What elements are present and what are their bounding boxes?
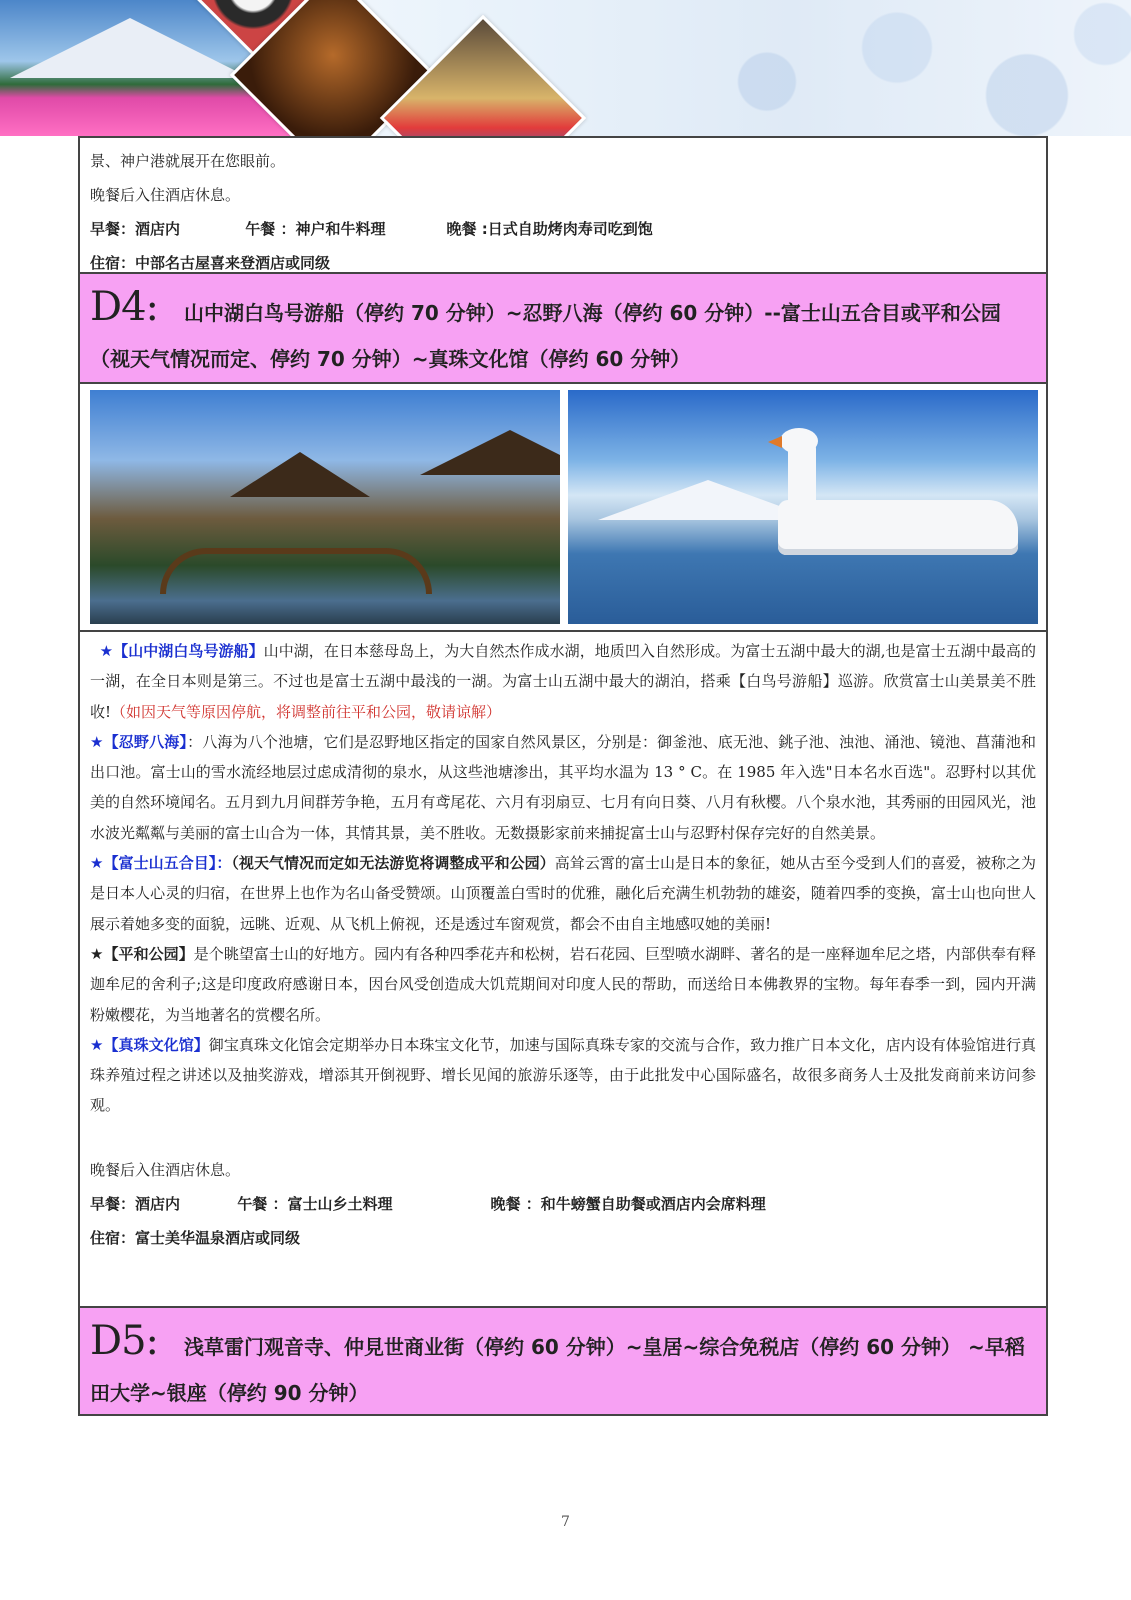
day3-text-line1: 景、神户港就展开在您眼前。: [90, 152, 286, 170]
oshino-village-photo: [90, 390, 560, 624]
attraction-text: 御宝真珠文化馆会定期举办日本珠宝文化节，加速与国际真珠专家的交流与合作，致力推广日本文化，店内设有体验馆进行真珠养殖过程之讲述以及抽奖游戏，增添其开倒视野、增长见闻的旅游乐逐等，由于此批发中心国际盛名，故很多商务人士及批发商前来访问参观。: [90, 1035, 1036, 1115]
day4-number: D4:: [90, 284, 158, 330]
wave-pattern-decoration: [611, 0, 1131, 136]
day3-dinner: 晚餐 :日式自助烤肉寿司吃到饱: [446, 220, 653, 238]
day5-title: 浅草雷门观音寺、仲見世商业街（停约 60 分钟）~皇居~综合免税店（停约 60 分钟） ~早稻田大学~银座（停约 90 分钟）: [90, 1335, 1025, 1405]
star-icon: ★: [99, 642, 114, 660]
attraction-peace-park: [90, 939, 1036, 1030]
day3-lodging: 住宿：中部名古屋喜来登酒店或同级: [90, 254, 331, 272]
day4-description: [80, 632, 1046, 1308]
attraction-name: 【平和公园】: [103, 944, 194, 963]
itinerary-table: [78, 136, 1048, 1416]
day3-text-line2: 晚餐后入住酒店休息。: [90, 186, 241, 204]
day5-header: [80, 1308, 1046, 1414]
star-icon: ★: [90, 854, 104, 873]
attraction-name: 【忍野八海】: [103, 732, 188, 751]
day3-breakfast: 早餐：酒店内: [90, 220, 181, 238]
day3-lunch: 午餐 ：神户和牛料理: [245, 220, 386, 238]
day4-rest: 晚餐后入住酒店休息。: [90, 1160, 241, 1179]
day4-photos: [80, 384, 1046, 632]
day4-summary: [80, 1147, 1046, 1255]
attraction-text: ：八海为八个池塘，它们是忍野地区指定的国家自然风景区，分别是：御釜池、底无池、銚子池、浊池、涌池、镜池、菖蒲池和出口池。富士山的雪水流经地层过虑成清彻的泉水，从这些池塘渗出，其平均水温为 13 ° C。在 1985 年入选"日本名水百选"。忍野村以其优美的自然环境闻名。五月到九月间群芳争艳，五月有鸢尾花、六月有羽扇豆、七月有向日葵、八月有秋樱。八个泉水池，其秀丽的田园风光，池水波光粼粼与美丽的富士山合为一体，其情其景，美不胜收。无数摄影家前来捕捉富士山与忍野村保存完好的自然美景。: [90, 732, 1036, 842]
attraction-text: 是个眺望富士山的好地方。园内有各种四季花卉和松树，岩石花园、巨型喷水湖畔、著名的是一座释迦牟尼之塔，内部供奉有释迦牟尼的舍利子;这是印度政府感谢日本，因台风受创造成大饥荒期间对印度人民的帮助，而送给日本佛教界的宝物。每年春季一到，园内开满粉嫩樱花，为当地著名的赏樱名所。: [90, 944, 1036, 1024]
day4-title: 山中湖白鸟号游船（停约 70 分钟）~忍野八海（停约 60 分钟）--富士山五合目或平和公园（视天气情况而定、停约 70 分钟）~真珠文化馆（停约 60 分钟）: [90, 301, 1001, 371]
attraction-yamanakako: [90, 636, 1036, 727]
attraction-name: 【富士山五合目】：: [103, 854, 232, 873]
day4-lodging: 住宿：富士美华温泉酒店或同级: [90, 1228, 301, 1247]
attraction-text: 高耸云霄的富士山是日本的象征，她从古至今受到人们的喜爱，被称之为是日本人心灵的归宿，在世界上也作为名山备受赞颂。山顶覆盖白雪时的优雅，融化后充满生机勃勃的雄姿，随着四季的变换，富士山也向世人展示着她多变的面貌，远眺、近观、从飞机上俯视，还是透过车窗观赏，都会不由自主地感叹她的美丽!: [90, 854, 1036, 933]
attraction-pearl-museum: [90, 1030, 1036, 1121]
star-icon: ★: [90, 944, 104, 963]
page-number: 7: [561, 1514, 570, 1530]
day4-lunch: 午餐 ：富士山乡土料理: [237, 1194, 393, 1213]
day4-dinner: 晚餐 ：和牛螃蟹自助餐或酒店内会席料理: [490, 1194, 766, 1213]
day4-breakfast: 早餐：酒店内: [90, 1194, 181, 1213]
weather-note: （如因天气等原因停航，将调整前往平和公园，敬请谅解）: [111, 702, 502, 721]
attraction-name: 【真珠文化馆】: [103, 1035, 209, 1054]
attraction-text: 山中湖，在日本慈母岛上，为大自然杰作成水湖，地质凹入自然形成。为富士五湖中最大的湖,也是富士五湖中最高的一湖，在全日本则是第三。不过也是富士五湖中最浅的一湖。为富士山五湖中最大的湖泊，搭乘【白鸟号游船】巡游。欣赏富士山美景美不胜收!: [90, 642, 1036, 721]
star-icon: ★: [90, 732, 104, 751]
attraction-note: （视天气情况而定如无法游览将调整成平和公园）: [231, 854, 555, 873]
attraction-oshino: [90, 727, 1036, 848]
star-icon: ★: [90, 1035, 104, 1054]
day4-meals: [90, 1187, 1036, 1221]
day3-summary: [80, 138, 1046, 274]
day5-number: D5:: [90, 1318, 158, 1364]
day4-attractions: [80, 632, 1046, 1121]
day3-meals: [90, 212, 1036, 246]
attraction-name: 【山中湖白鸟号游船】: [113, 642, 264, 660]
attraction-fuji-5th: [90, 848, 1036, 939]
header-banner: [0, 0, 1131, 136]
day4-header: [80, 274, 1046, 384]
swan-cruise-ship-photo: [568, 390, 1038, 624]
